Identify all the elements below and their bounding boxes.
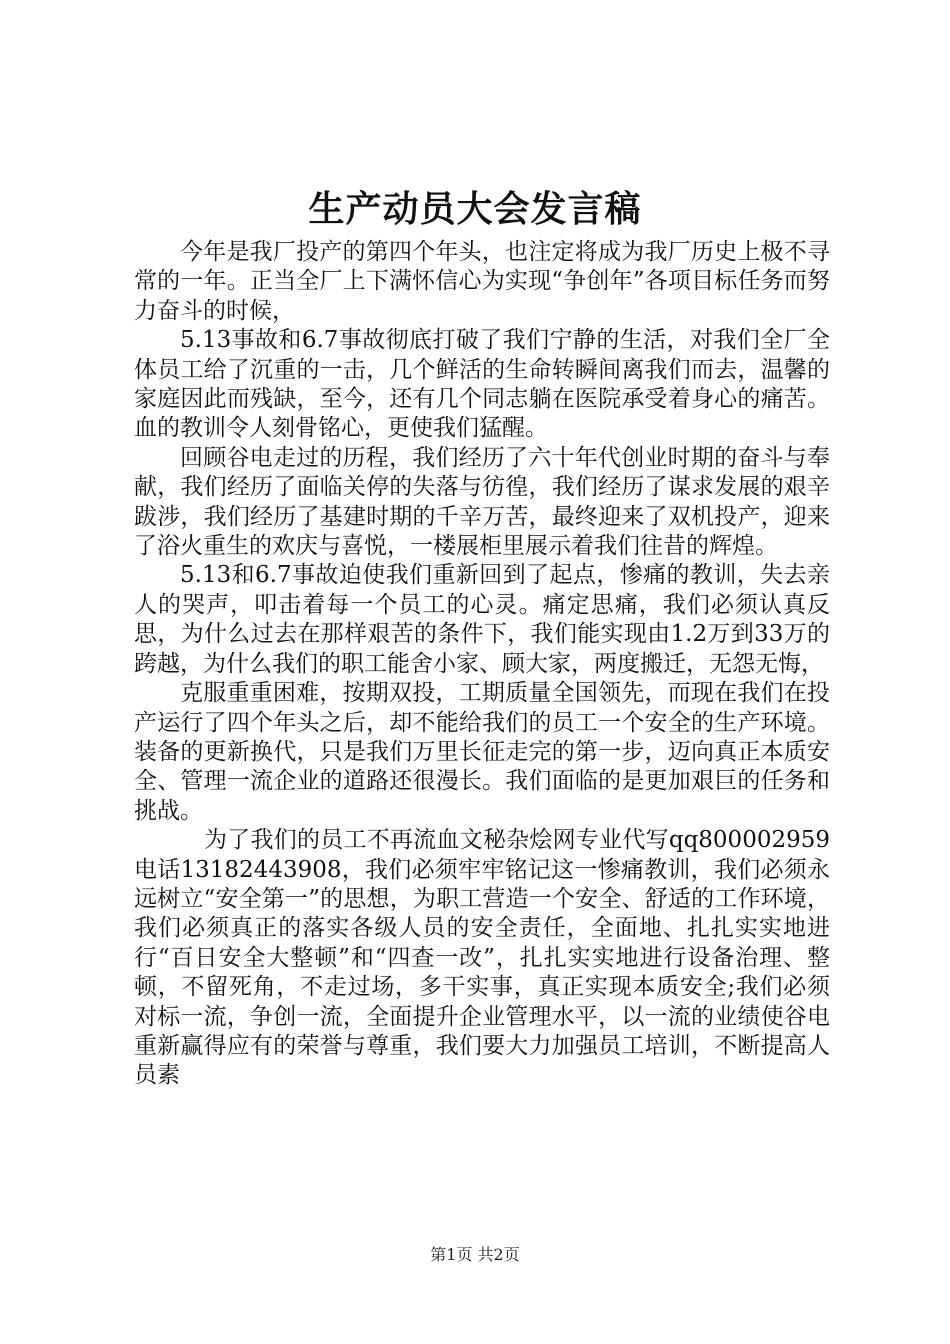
paragraph-4: 5.13和6.7事故迫使我们重新回到了起点，惨痛的教训，失去亲人的哭声，叩击着每一个员工的心灵。痛定思痛，我们必须认真反思，为什么过去在那样艰苦的条件下，我们能实现由1.2万到33万的跨越，为什么我们的职工能舍小家、顾大家，两度搬迁，无怨无悔， [134, 562, 830, 677]
document-title: 生产动员大会发言稿 [308, 188, 642, 230]
paragraph-6: 为了我们的员工不再流血文秘杂烩网专业代写qq800002959电话13182443908，我们必须牢牢铭记这一惨痛教训，我们必须永远树立“安全第一”的思想，为职工营造一个安全、舒适的工作环境，我们必须真正的落实各级人员的安全责任，全面地、扎扎实实地进行“百日安全大整顿”和“四查一改”，扎扎实实地进行设备治理、整顿，不留死角，不走过场，多干实事，真正实现本质安全;我们必须对标一流，争创一流，全面提升企业管理水平，以一流的业绩使谷电重新赢得应有的荣誉与尊重，我们要大力加强员工培训，不断提高人员素 [134, 827, 830, 1089]
paragraph-2: 5.13事故和6.7事故彻底打破了我们宁静的生活，对我们全厂全体员工给了沉重的一击，几个鲜活的生命转瞬间离我们而去，温馨的家庭因此而残缺，至今，还有几个同志躺在医院承受着身心的痛苦。血的教训令人刻骨铭心，更使我们猛醒。 [134, 327, 830, 442]
paragraph-5: 克服重重困难，按期双投，工期质量全国领先，而现在我们在投产运行了四个年头之后，却不能给我们的员工一个安全的生产环境。装备的更新换代，只是我们万里长征走完的第一步，迈向真正本质安全、管理一流企业的道路还很漫长。我们面临的是更加艰巨的任务和挑战。 [134, 680, 830, 824]
paragraph-3: 回顾谷电走过的历程，我们经历了六十年代创业时期的奋斗与奉献，我们经历了面临关停的失落与彷徨，我们经历了谋求发展的艰辛跋涉，我们经历了基建时期的千辛万苦，最终迎来了双机投产，迎来了浴火重生的欢庆与喜悦，一楼展柜里展示着我们往昔的辉煌。 [134, 444, 830, 560]
paragraph-1: 今年是我厂投产的第四个年头，也注定将成为我厂历史上极不寻常的一年。正当全厂上下满怀信心为实现“争创年”各项目标任务而努力奋斗的时候， [134, 239, 830, 324]
page-footer: 第1页 共2页 [430, 1245, 520, 1264]
document-body [134, 238, 830, 1091]
